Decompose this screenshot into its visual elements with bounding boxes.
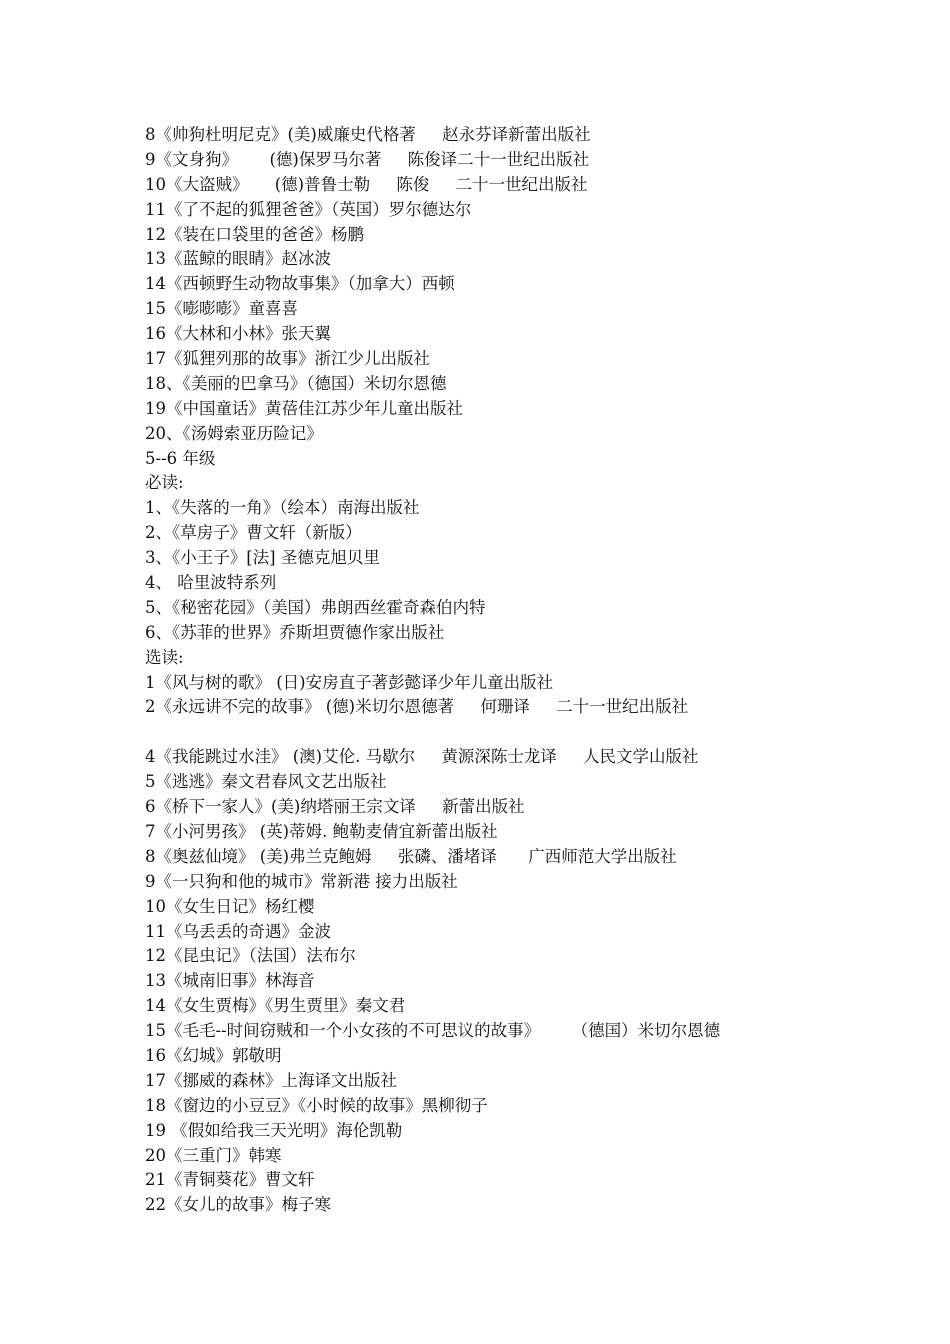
- text-line: 17《挪威的森林》上海译文出版社: [145, 1070, 397, 1090]
- text-line: 6、《苏菲的世界》乔斯坦贾德作家出版社: [145, 622, 445, 642]
- text-line: 3、《小王子》[法] 圣德克旭贝里: [145, 548, 380, 568]
- text-line: 2《永远讲不完的故事》 (德)米切尔恩德著 何珊译 二十一世纪出版社: [145, 697, 689, 717]
- text-line: 14《女生贾梅》《男生贾里》秦文君: [145, 996, 406, 1016]
- text-line: 12《昆虫记》（法国）法布尔: [145, 946, 356, 966]
- text-line: 19 《假如给我三天光明》海伦凯勒: [145, 1120, 403, 1140]
- text-line: 16《大林和小林》张天翼: [145, 324, 331, 344]
- text-line: 18、《美丽的巴拿马》（德国）米切尔恩德: [145, 373, 447, 393]
- text-line: 4《我能跳过水洼》 (澳)艾伦. 马歇尔 黄源深陈士龙译 人民文学山版社: [145, 747, 699, 767]
- text-line: 5--6 年级: [145, 448, 216, 468]
- text-line: 20《三重门》韩寒: [145, 1145, 282, 1165]
- text-line: 8《帅狗杜明尼克》(美)威廉史代格著 赵永芬译新蕾出版社: [145, 125, 591, 144]
- text-line: 16《幻城》郭敬明: [145, 1045, 282, 1065]
- text-line: 12《装在口袋里的爸爸》杨鹏: [145, 224, 364, 244]
- blank-line: [145, 720, 925, 745]
- text-line: 1、《失落的一角》（绘本）南海出版社: [145, 498, 420, 518]
- text-line: 8《奥兹仙境》 (美)弗兰克鲍姆 张磷、潘堵译 广西师范大学出版社: [145, 846, 677, 866]
- text-line: 9《文身狗》 (德)保罗马尔著 陈俊译二十一世纪出版社: [145, 149, 590, 169]
- text-line: 11《乌丢丢的奇遇》金波: [145, 921, 331, 941]
- text-line: 20、《汤姆索亚历险记》: [145, 423, 323, 443]
- text-line: 2、《草房子》曹文轩（新版）: [145, 523, 362, 543]
- text-line: 13《城南旧事》林海音: [145, 971, 315, 991]
- text-line: 4、 哈里波特系列: [145, 573, 277, 593]
- text-line: 17《狐狸列那的故事》浙江少儿出版社: [145, 349, 430, 369]
- text-line: 必读:: [145, 473, 184, 493]
- text-line: 1《风与树的歌》 (日)安房直子著彭懿译少年儿童出版社: [145, 672, 554, 692]
- text-line: 21《青铜葵花》曹文轩: [145, 1170, 315, 1190]
- text-line: 15《嘭嘭嘭》童喜喜: [145, 299, 298, 319]
- text-line: 13《蓝鲸的眼睛》赵冰波: [145, 249, 331, 269]
- text-line: 7《小河男孩》 (英)蒂姆. 鲍勒麦倩宜新蕾出版社: [145, 821, 498, 841]
- text-line: 18《窗边的小豆豆》《小时候的故事》黑柳彻子: [145, 1095, 488, 1115]
- text-line: 6《桥下一家人》(美)纳塔丽王宗文译 新蕾出版社: [145, 797, 525, 817]
- text-line: 11《了不起的狐狸爸爸》（英国）罗尔德达尔: [145, 199, 472, 219]
- text-line: 22《女儿的故事》梅子寒: [145, 1195, 331, 1215]
- text-line: 9《一只狗和他的城市》常新港 接力出版社: [145, 871, 458, 891]
- text-line: 选读:: [145, 647, 184, 667]
- text-line: 10《大盗贼》 (德)普鲁士勒 陈俊 二十一世纪出版社: [145, 174, 588, 194]
- text-line: 5《逃逃》秦文君春风文艺出版社: [145, 772, 387, 792]
- book-list: [145, 123, 925, 1218]
- text-line: 14《西顿野生动物故事集》（加拿大）西顿: [145, 274, 455, 294]
- text-line: 19《中国童话》黄蓓佳江苏少年儿童出版社: [145, 398, 463, 418]
- text-line: 10《女生日记》杨红樱: [145, 896, 315, 916]
- text-line: 5、《秘密花园》（美国）弗朗西丝霍奇森伯内特: [145, 597, 486, 617]
- text-line: 15《毛毛--时间窃贼和一个小女孩的不可思议的故事》 （德国）米切尔恩德: [145, 1021, 721, 1041]
